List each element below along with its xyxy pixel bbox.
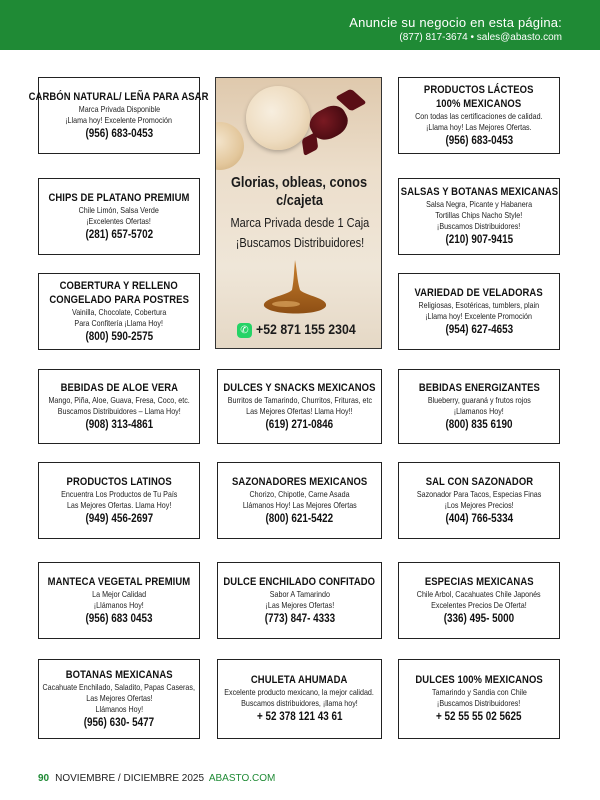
ad-description: Buscamos distribuidores, ¡llama hoy!: [241, 698, 358, 708]
ad-title: 100% MEXICANOS: [436, 97, 522, 110]
classified-ad-box: [217, 659, 382, 739]
page-footer: [38, 773, 275, 784]
ad-description: ¡Buscamos Distribuidores!: [437, 221, 521, 231]
ad-description: Blueberry, guaraná y frutos rojos: [427, 394, 531, 405]
classified-ad-box: [217, 562, 382, 639]
ad-description: Sazonador Para Tacos, Especias Finas: [416, 488, 542, 499]
ad-phone[interactable]: (956) 683-0453: [85, 127, 153, 140]
ad-description: ¡Los Mejores Precios!: [444, 499, 514, 510]
ad-title: BEBIDAS DE ALOE VERA: [60, 381, 178, 394]
ad-description: ¡Las Mejores Ofertas!: [265, 599, 334, 610]
ad-phone[interactable]: (619) 271-0846: [265, 418, 334, 431]
ad-description: Burritos de Tamarindo, Churritos, Frituras, etc: [227, 394, 372, 405]
classified-ad-box: [217, 462, 382, 539]
ad-description: Encuentra Los Productos de Tu País: [60, 488, 178, 499]
classified-ad-box: [38, 369, 200, 444]
header-advertise-text: Anuncie su negocio en esta página:: [349, 15, 562, 30]
wafer-image: [215, 122, 244, 170]
ad-phone[interactable]: (954) 627-4653: [445, 323, 513, 336]
featured-headline: [216, 174, 382, 210]
ad-title: CHIPS DE PLATANO PREMIUM: [48, 191, 190, 204]
featured-sub2: [216, 235, 382, 251]
ad-phone[interactable]: (908) 313-4861: [85, 418, 153, 431]
page-number: 90: [38, 773, 50, 784]
ad-description: Llámanos Hoy!: [95, 703, 143, 714]
ad-phone[interactable]: (800) 590-2575: [85, 330, 153, 343]
site-link[interactable]: ABASTO.COM: [208, 773, 276, 784]
ad-phone[interactable]: (773) 847- 4333: [264, 612, 335, 625]
classified-ad-box: [29, 77, 209, 154]
ad-description: Con todas las certificaciones de calidad.: [415, 110, 543, 121]
classified-ad-box: [217, 369, 382, 444]
ad-description: Vainilla, Chocolate, Cobertura: [71, 306, 167, 317]
ad-description: Tortillas Chips Nacho Style!: [435, 210, 523, 220]
classified-ad-box: [398, 562, 560, 639]
classified-ad-box: [38, 178, 200, 255]
ad-description: Sabor A Tamarindo: [269, 588, 330, 599]
ad-title: CARBÓN NATURAL/ LEÑA PARA ASAR: [29, 90, 209, 103]
ad-title: PRODUCTOS LATINOS: [66, 475, 172, 488]
ad-phone[interactable]: + 52 55 55 02 5625: [436, 711, 522, 723]
ad-title: COBERTURA Y RELLENO: [59, 279, 179, 292]
ad-description: ¡Llama hoy! Excelente Promoción: [425, 310, 533, 321]
ad-title: VARIEDAD DE VELADORAS: [414, 286, 544, 299]
classified-ad-box: [398, 369, 560, 444]
ad-description: Mango, Piña, Aloe, Guava, Fresa, Coco, etc.: [48, 394, 190, 405]
whatsapp-icon: ✆: [237, 323, 252, 338]
ad-title: PRODUCTOS LÁCTEOS: [424, 83, 534, 96]
featured-sub1: [216, 215, 382, 231]
ad-title: SAZONADORES MEXICANOS: [231, 475, 368, 488]
wafer-image: [246, 86, 310, 150]
ad-phone[interactable]: + 52 378 121 43 61: [256, 711, 343, 723]
ad-title: DULCES Y SNACKS MEXICANOS: [223, 381, 376, 394]
caramel-drip-image: [256, 260, 336, 320]
ad-title: SAL CON SAZONADOR: [425, 475, 533, 488]
featured-headline-line: c/cajeta: [276, 192, 323, 209]
ad-description: Chile Arbol, Cacahuates Chile Japonés: [417, 588, 541, 599]
classified-ad-box: [398, 273, 560, 350]
ad-title: BEBIDAS ENERGIZANTES: [418, 381, 540, 394]
issue-date: NOVIEMBRE / DICIEMBRE 2025: [55, 773, 205, 784]
ad-description: Las Mejores Ofertas!: [85, 692, 153, 703]
ad-description: Tamarindo y Sandia con Chile: [431, 687, 527, 697]
ad-description: Chorizo, Chipotle, Carne Asada: [249, 488, 350, 499]
classified-ad-box: [38, 273, 200, 350]
ad-description: ¡Excelentes Ofertas!: [86, 215, 152, 226]
featured-phone[interactable]: +52 871 155 2304: [256, 321, 356, 337]
header-bar: [0, 0, 600, 50]
ad-description: Excelente producto mexicano, la mejor calidad.: [224, 687, 375, 697]
ad-description: ¡Llama hoy! Las Mejores Ofertas.: [426, 121, 532, 132]
classified-ad-box: [398, 462, 560, 539]
ad-description: ¡Llámanos Hoy!: [93, 599, 145, 610]
ad-title: DULCE ENCHILADO CONFITADO: [223, 575, 376, 588]
ad-description: La Mejor Calidad: [92, 588, 146, 599]
ad-phone[interactable]: (800) 835 6190: [445, 418, 513, 431]
ad-phone[interactable]: (336) 495- 5000: [443, 612, 515, 625]
ad-description: Excelentes Precios De Oferta!: [431, 599, 527, 610]
ad-description: Para Confitería ¡Llama Hoy!: [74, 317, 164, 328]
ad-description: ¡Llamanos Hoy!: [453, 405, 505, 416]
classified-ad-box: [38, 562, 200, 639]
ad-description: Llámanos Hoy! Las Mejores Ofertas: [242, 499, 357, 510]
ad-title: ESPECIAS MEXICANAS: [424, 575, 534, 588]
classified-ad-box: [398, 178, 560, 255]
header-contact[interactable]: (877) 817-3674 • sales@abasto.com: [399, 32, 562, 43]
ad-title: CHULETA AHUMADA: [251, 674, 348, 686]
ad-description: Las Mejores Ofertas. Llama Hoy!: [66, 499, 172, 510]
ad-phone[interactable]: (956) 630- 5477: [83, 716, 155, 729]
featured-ad[interactable]: [215, 77, 382, 349]
featured-sub1-text: Marca Privada desde 1 Caja: [230, 216, 369, 230]
ad-phone[interactable]: (800) 621-5422: [265, 512, 334, 525]
ad-title: BOTANAS MEXICANAS: [65, 668, 173, 681]
ad-phone[interactable]: (956) 683-0453: [445, 134, 513, 147]
ad-description: Religiosas, Esotéricas, tumblers, plain: [418, 299, 540, 310]
ad-description: Buscamos Distribuidores – Llama Hoy!: [57, 405, 181, 416]
classified-ad-box: [398, 659, 560, 739]
ad-description: ¡Llama hoy! Excelente Promoción: [65, 114, 173, 125]
ad-description: Cacahuate Enchilado, Saladito, Papas Caseras,: [42, 681, 196, 692]
ad-description: ¡Buscamos Distribuidores!: [437, 698, 521, 708]
ad-description: Chile Limón, Salsa Verde: [78, 204, 160, 215]
ad-description: Marca Privada Disponible: [78, 103, 160, 114]
ad-phone[interactable]: (956) 683 0453: [85, 612, 153, 625]
ad-phone[interactable]: (281) 657-5702: [85, 228, 153, 241]
ad-description: Salsa Negra, Picante y Habanera: [426, 199, 532, 209]
featured-headline-line: Glorias, obleas, conos: [231, 174, 368, 191]
ad-phone[interactable]: (210) 907-9415: [445, 234, 513, 246]
featured-sub2-text: ¡Buscamos Distribuidores!: [235, 236, 364, 250]
classified-ad-box: [398, 77, 560, 154]
ad-title: MANTECA VEGETAL PREMIUM: [47, 575, 191, 588]
classified-ad-box: [38, 659, 200, 739]
ad-title: SALSAS Y BOTANAS MEXICANAS: [400, 186, 558, 198]
ad-title: CONGELADO PARA POSTRES: [49, 293, 189, 306]
ad-description: Las Mejores Ofertas! Llama Hoy!!: [246, 405, 353, 416]
ad-phone[interactable]: (949) 456-2697: [85, 512, 153, 525]
classified-ad-box: [38, 462, 200, 539]
ad-title: DULCES 100% MEXICANOS: [415, 674, 543, 686]
ad-phone[interactable]: (404) 766-5334: [445, 512, 513, 525]
